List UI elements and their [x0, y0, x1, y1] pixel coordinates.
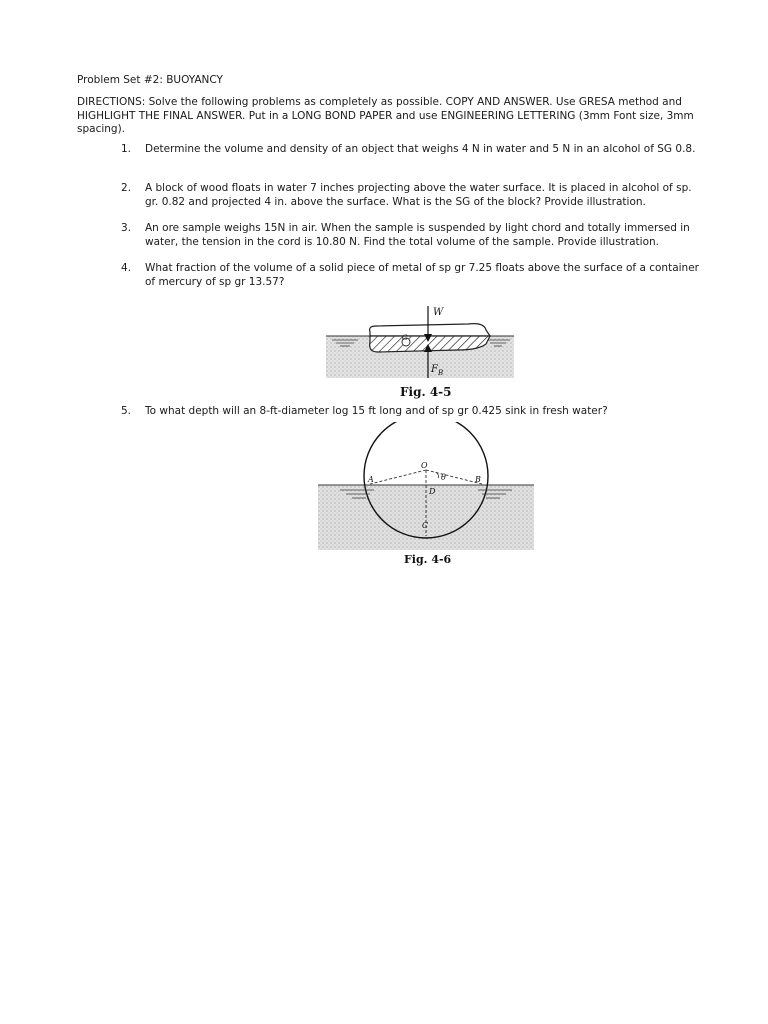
problem-text: An ore sample weighs 15N in air. When the sample is suspended by light chord and totally immersed in water, the tension in the cord is 10.80 N. Find the total volume of the sample. Provide illustration. [145, 222, 690, 248]
problem-text: Determine the volume and density of an object that weighs 4 N in water and 5 N in an alcohol of SG 0.8. [145, 143, 696, 155]
problem-text: To what depth will an 8-ft-diameter log 15 ft long and of sp gr 0.425 sink in fresh water? [145, 405, 608, 417]
problem-number: 1. [121, 143, 132, 155]
problem-number: 2. [121, 182, 132, 194]
label-fb: F [431, 364, 438, 375]
radius-oa [370, 470, 426, 484]
floating-log-diagram [318, 422, 534, 572]
label-w: W [433, 307, 444, 318]
problem-text: What fraction of the volume of a solid piece of metal of sp gr 7.25 floats above the surface of a container of mercury of sp gr 13.57? [145, 262, 699, 288]
label-d: D [429, 487, 436, 496]
label-c: C [422, 521, 429, 530]
label-fb-subscript: B [438, 369, 444, 377]
figure-caption: Fig. 4-6 [404, 553, 452, 566]
floating-block-diagram [318, 302, 518, 402]
label-g: G [402, 334, 408, 342]
problem-number: 5. [121, 405, 132, 417]
label-theta: θ [441, 473, 446, 482]
figure-4-6 [318, 422, 534, 572]
problem-text: A block of wood floats in water 7 inches projecting above the water surface. It is placed in alcohol of sp. gr. 0.82 and projected 4 in. above the surface. What is the SG of the block? Provide illustration. [145, 182, 692, 208]
radius-ob [426, 470, 482, 484]
label-b: B [475, 475, 481, 484]
directions-paragraph: DIRECTIONS: Solve the following problems as completely as possible. COPY AND ANSWER. Use GRESA method and HIGHLIGHT THE FINAL ANSWER. Put in a LONG BOND PAPER and use ENGINEERING LETTERING (3mm Font size, 3mm spacing). [77, 96, 694, 135]
problem-number: 3. [121, 222, 132, 234]
figure-4-5 [318, 302, 518, 402]
figure-caption: Fig. 4-5 [400, 385, 452, 399]
label-o: O [421, 461, 428, 470]
page-title: Problem Set #2: BUOYANCY [77, 74, 223, 86]
label-a: A [368, 475, 374, 484]
problem-number: 4. [121, 262, 132, 274]
